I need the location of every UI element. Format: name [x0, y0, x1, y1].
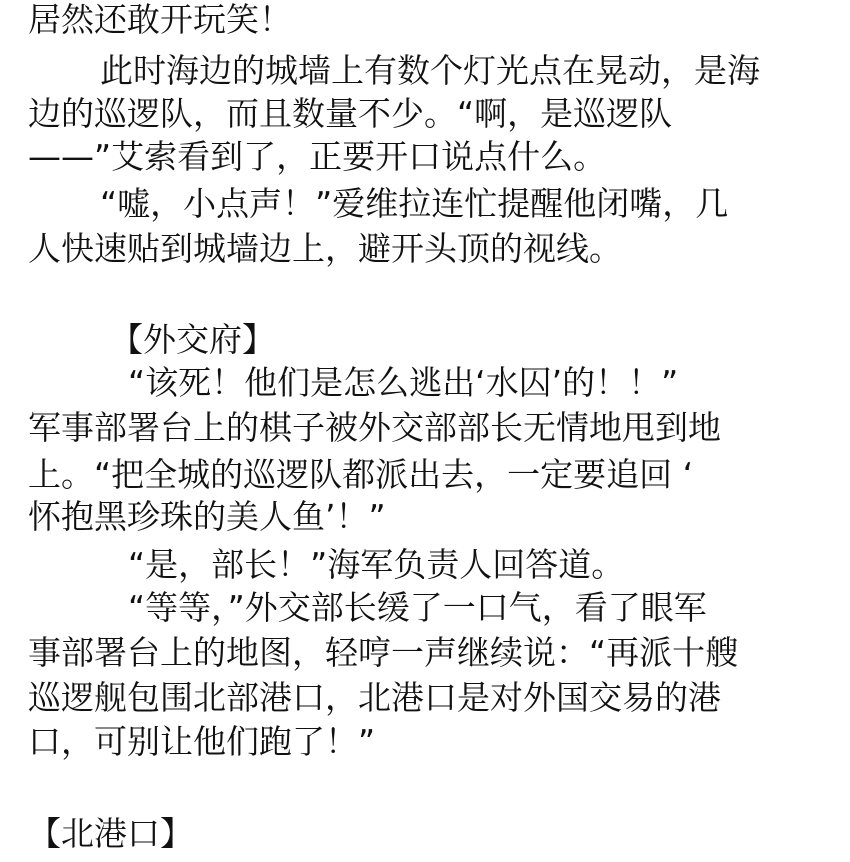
section-heading: 【北港口】: [28, 814, 193, 853]
text-line: 怀抱黑珍珠的美人鱼’！”: [28, 497, 386, 536]
text-line: 人快速贴到城墙边上，避开头顶的视线。: [28, 229, 622, 268]
text-line: ——”艾索看到了，正要开口说点什么。: [28, 137, 607, 176]
text-line: 口，可别让他们跑了！”: [28, 722, 376, 761]
text-line: 上。“把全城的巡逻队都派出去，一定要追回 ‘: [28, 455, 694, 494]
text-line: “该死！他们是怎么逃出‘水囚’的！！”: [128, 363, 679, 402]
section-heading: 【外交府】: [110, 320, 275, 359]
text-line: 边的巡逻队，而且数量不少。“啊，是巡逻队: [28, 94, 673, 133]
text-line: “等等，”外交部长缓了一口气，看了眼军: [128, 588, 707, 627]
text-line: “是，部长！”海军负责人回答道。: [128, 545, 625, 584]
text-line: 此时海边的城墙上有数个灯光点在晃动，是海: [100, 51, 760, 90]
text-line: 巡逻舰包围北部港口，北港口是对外国交易的港: [28, 678, 721, 717]
text-line: 军事部署台上的棋子被外交部部长无情地甩到地: [28, 408, 721, 447]
text-line: “嘘，小点声！”爱维拉连忙提醒他闭嘴，几: [100, 184, 729, 223]
text-line: 居然还敢开玩笑！: [28, 0, 292, 39]
text-line: 事部署台上的地图，轻哼一声继续说：“再派十艘: [28, 633, 739, 672]
